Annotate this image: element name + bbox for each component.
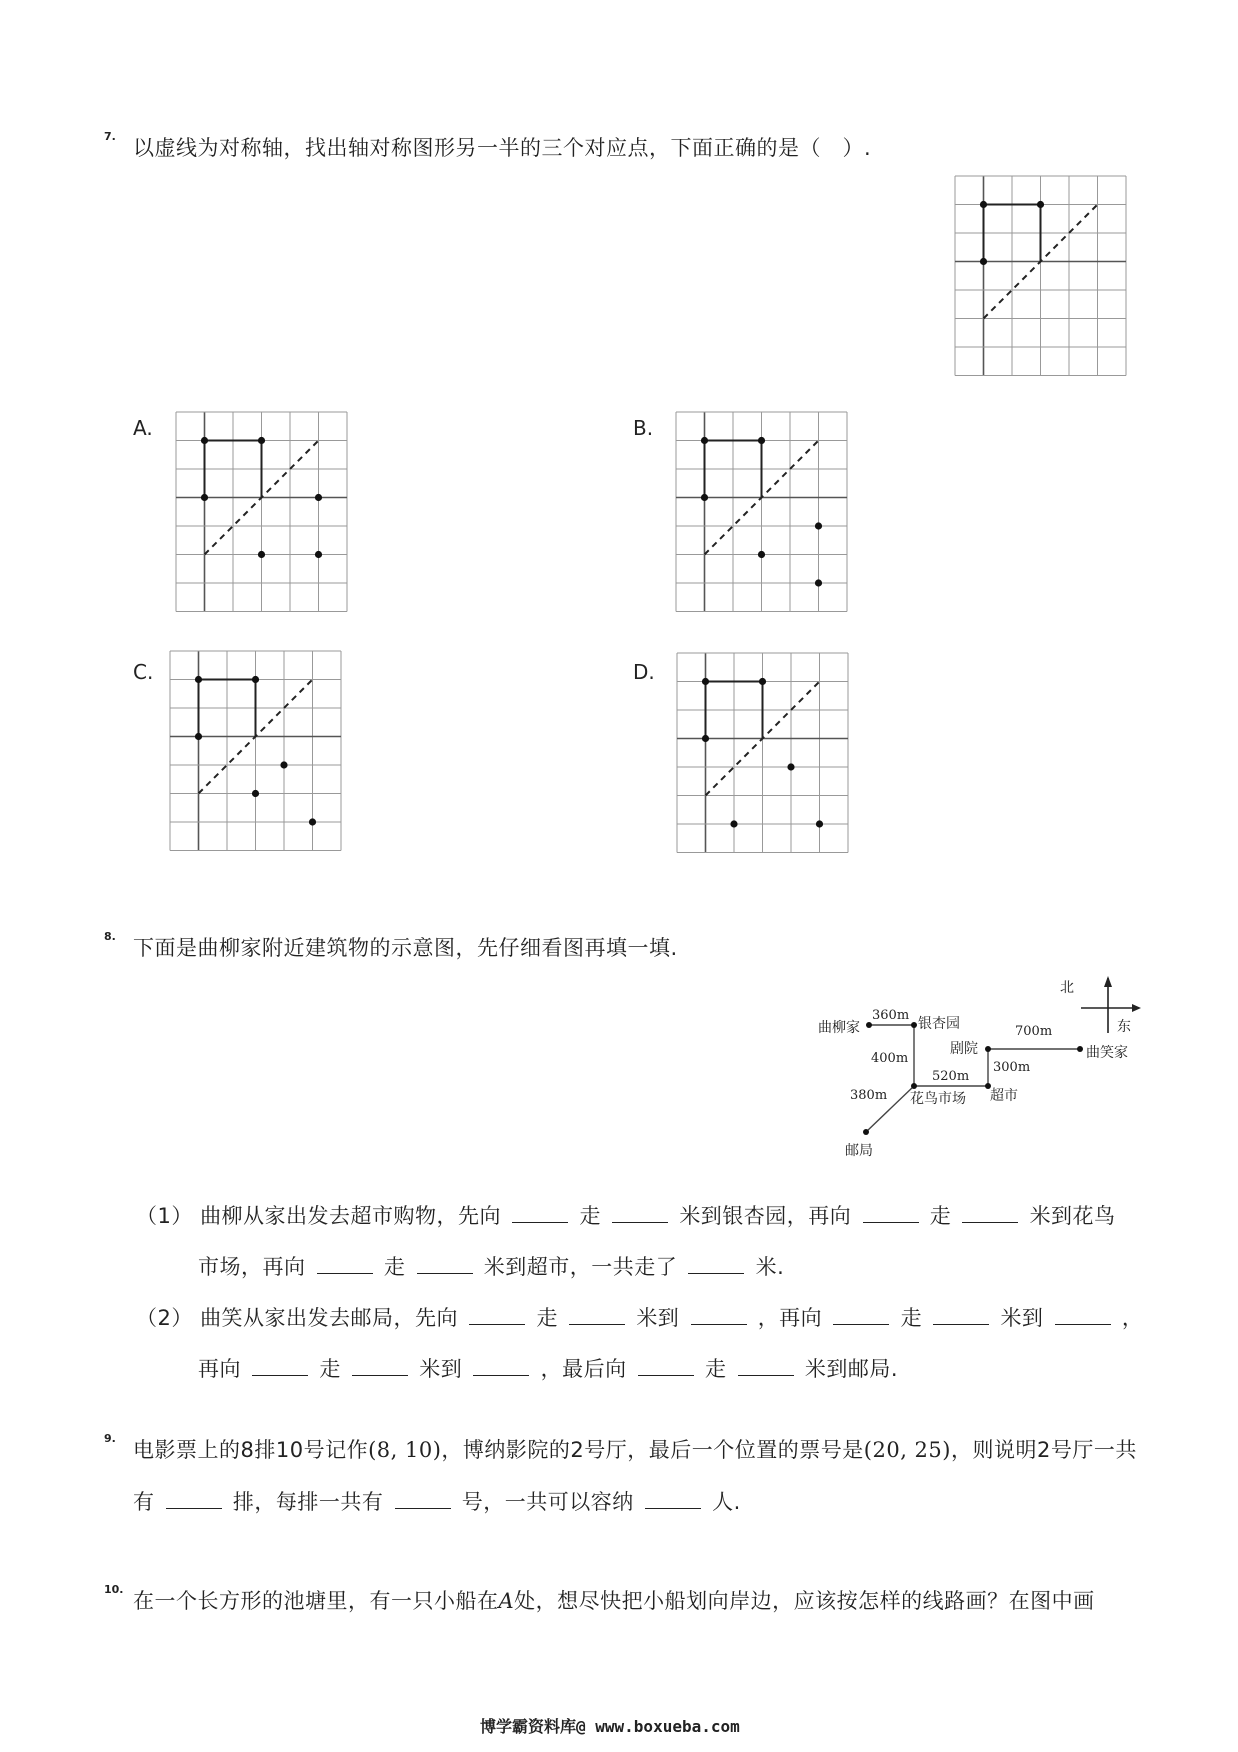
q10-text: [133, 1585, 1095, 1615]
point-theater: [985, 1046, 991, 1052]
blank-input[interactable]: [691, 1306, 747, 1325]
compass-north-arrow: [1104, 976, 1112, 987]
q9-text-g: 人.: [712, 1490, 741, 1514]
blank-input[interactable]: [863, 1204, 919, 1223]
blank-input[interactable]: [352, 1357, 408, 1376]
label-supermarket: 超市: [990, 1088, 1018, 1104]
blank-input[interactable]: [252, 1357, 308, 1376]
blank-input[interactable]: [962, 1204, 1018, 1223]
label-quliu-home: 曲柳家: [818, 1020, 860, 1036]
option-d-label[interactable]: D.: [633, 660, 655, 684]
q9-line1: [133, 1434, 1137, 1464]
q8-text: 下面是曲柳家附近建筑物的示意图，先仔细看图再填一填.: [133, 936, 678, 960]
q7-text: 以虚线为对称轴，找出轴对称图形另一半的三个对应点，下面正确的是（ ）.: [133, 136, 872, 160]
q8-p1-text-e: 米到花鸟: [1029, 1204, 1116, 1228]
compass-east-label: 东: [1117, 1019, 1131, 1035]
q9-text-e: 排，每排一共有: [232, 1490, 384, 1514]
q8-p1-text-d: 走: [929, 1204, 952, 1228]
q8-p2-text-c: 米到: [636, 1306, 680, 1330]
blank-input[interactable]: [512, 1204, 568, 1223]
label-360m: 360m: [872, 1008, 910, 1023]
q8-p2-line1: [136, 1302, 1143, 1332]
q10-number: 10.: [104, 1583, 124, 1596]
q10-text-b: 处，想尽快把小船划向岸边，应该按怎样的线路画？在图中画: [514, 1589, 1095, 1613]
label-quxiao-home: 曲笑家: [1086, 1045, 1128, 1061]
blank-input[interactable]: [166, 1490, 222, 1509]
q8-p2-line2: [198, 1353, 898, 1383]
q9-text-a: 电影票上的8排10号记作: [133, 1438, 369, 1462]
q8-p2-text-e: 走: [900, 1306, 923, 1330]
q8-p2-text-h: 再向: [198, 1357, 241, 1381]
q8-p1-text-i: 米.: [755, 1255, 785, 1279]
q8-p1-num: （1）: [136, 1204, 193, 1228]
q8-p1-text-g: 走: [383, 1255, 406, 1279]
q9-coord2: (20, 25): [863, 1438, 951, 1462]
blank-input[interactable]: [473, 1357, 529, 1376]
label-ginkgo: 银杏园: [918, 1016, 960, 1032]
label-700m: 700m: [1015, 1024, 1053, 1039]
blank-input[interactable]: [569, 1306, 625, 1325]
label-520m: 520m: [932, 1069, 970, 1084]
option-c-label[interactable]: C.: [133, 660, 154, 684]
option-b-label[interactable]: B.: [633, 416, 654, 440]
point-quxiao-home: [1077, 1046, 1083, 1052]
blank-input[interactable]: [933, 1306, 989, 1325]
label-380m: 380m: [850, 1088, 888, 1103]
q8-p2-text-m: 米到邮局.: [804, 1357, 899, 1381]
q8-p2-text-a: 曲笑从家出发去邮局，先向: [200, 1306, 459, 1330]
blank-input[interactable]: [395, 1490, 451, 1509]
q8-p1-line1: [136, 1200, 1116, 1230]
q9-coord1: (8, 10): [368, 1438, 442, 1462]
q8-p2-text-k: ，最后向: [540, 1357, 627, 1381]
blank-input[interactable]: [469, 1306, 525, 1325]
blank-input[interactable]: [688, 1255, 744, 1274]
blank-input[interactable]: [1055, 1306, 1111, 1325]
footer-watermark: 博学霸资料库@ www.boxueba.com: [480, 1717, 740, 1736]
q8-p2-text-l: 走: [705, 1357, 727, 1381]
q9-text-c: ，则说明2号厅一共: [950, 1438, 1137, 1462]
q8-p1-text-f: 市场，再向: [198, 1255, 306, 1279]
q8-p2-text-j: 米到: [419, 1357, 463, 1381]
q9-text-b: ，博纳影院的2号厅，最后一个位置的票号是: [441, 1438, 864, 1462]
blank-input[interactable]: [612, 1204, 668, 1223]
q8-p2-text-d: ，再向: [757, 1306, 823, 1330]
point-post-office: [863, 1129, 869, 1135]
blank-input[interactable]: [417, 1255, 473, 1274]
label-theater: 剧院: [950, 1041, 978, 1057]
compass-north-label: 北: [1060, 980, 1074, 996]
blank-input[interactable]: [317, 1255, 373, 1274]
q8-p2-text-i: 走: [319, 1357, 341, 1381]
blank-input[interactable]: [833, 1306, 889, 1325]
q10-text-a: 在一个长方形的池塘里，有一只小船在: [133, 1589, 499, 1613]
q8-p1-text-b: 走: [579, 1204, 601, 1228]
label-300m: 300m: [993, 1060, 1031, 1075]
q8-p1-text-a: 曲柳从家出发去超市购物，先向: [200, 1204, 502, 1228]
compass-east-arrow: [1132, 1004, 1141, 1012]
q8-p2-text-b: 走: [536, 1306, 558, 1330]
option-a-label[interactable]: A.: [133, 416, 153, 440]
blank-input[interactable]: [638, 1357, 694, 1376]
label-post-office: 邮局: [845, 1143, 873, 1159]
label-400m: 400m: [871, 1051, 909, 1066]
q9-text-f: 号，一共可以容纳: [461, 1490, 634, 1514]
blank-input[interactable]: [645, 1490, 701, 1509]
q8-p2-text-g: ，: [1121, 1306, 1144, 1330]
label-market: 花鸟市场: [910, 1091, 966, 1107]
blank-input[interactable]: [738, 1357, 794, 1376]
q10-var: A: [498, 1589, 515, 1613]
q7-number: 7.: [104, 130, 116, 143]
q9-text-d: 有: [133, 1490, 155, 1514]
q8-p1-line2: [198, 1251, 784, 1281]
q8-p2-num: （2）: [136, 1306, 193, 1330]
q9-line2: [133, 1486, 741, 1516]
q8-p1-text-c: 米到银杏园，再向: [679, 1204, 852, 1228]
q8-p1-text-h: 米到超市，一共走了: [483, 1255, 678, 1279]
q8-p2-text-f: 米到: [1000, 1306, 1044, 1330]
q9-number: 9.: [104, 1432, 116, 1445]
q8-number: 8.: [104, 930, 116, 943]
point-ginkgo: [911, 1022, 917, 1028]
